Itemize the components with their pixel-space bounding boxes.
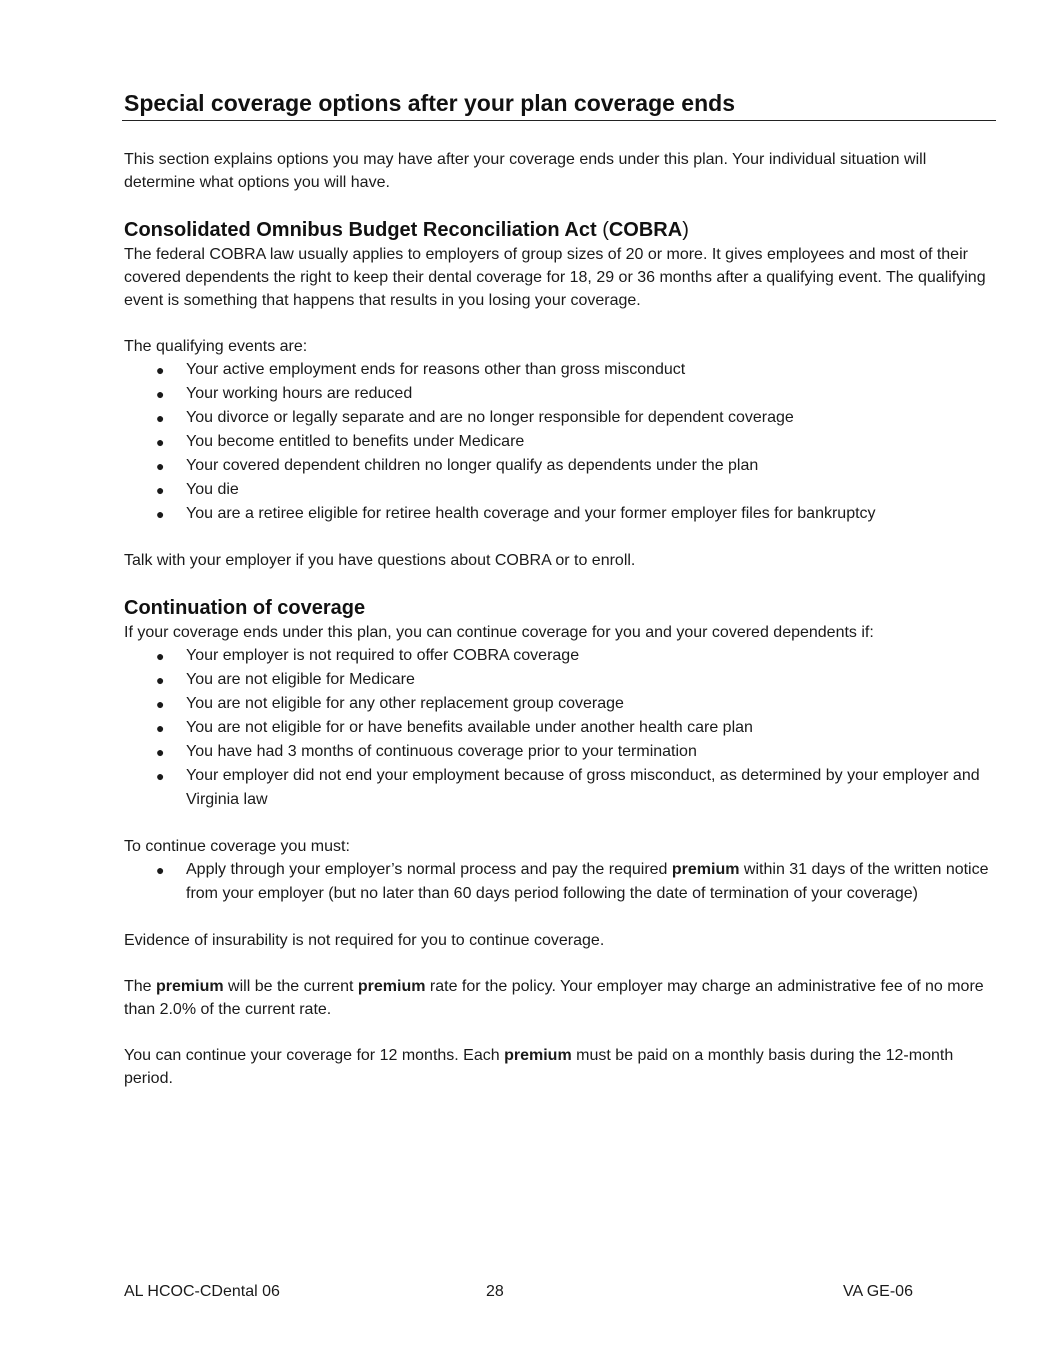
list-item [156, 668, 996, 692]
events-intro: The qualifying events are: [124, 338, 308, 355]
list-item [156, 740, 996, 764]
duration-text-2: must be paid on a monthly basis during the 12-month period. [124, 1047, 954, 1087]
bullet-icon: ● [156, 434, 165, 450]
bullet-icon: ● [156, 410, 165, 426]
bullet-icon: ● [156, 744, 165, 760]
bullet-icon: ● [156, 648, 165, 664]
premium-text-3: rate for the policy. Your employer may charge an administrative fee of no more than 2.0% of the current rate. [124, 978, 984, 1018]
cobra-heading-paren-open: ( [602, 219, 609, 241]
bullet-icon: ● [156, 458, 165, 474]
list-item-text: You become entitled to benefits under Medicare [186, 433, 525, 450]
bullet-icon: ● [156, 768, 165, 784]
list-item-text: You divorce or legally separate and are no longer responsible for dependent coverage [186, 409, 794, 426]
list-item [156, 406, 996, 430]
cobra-heading-abbrev: COBRA [608, 219, 683, 241]
qualifying-events-list [124, 358, 996, 526]
footer-page-number: 28 [486, 1283, 504, 1300]
cobra-closing: Talk with your employer if you have questions about COBRA or to enroll. [124, 552, 636, 569]
duration-paragraph [124, 1044, 996, 1090]
list-item-text: You are not eligible for any other replacement group coverage [186, 695, 624, 712]
list-item [156, 644, 996, 668]
continuation-conditions-list [124, 644, 996, 812]
list-item [156, 454, 996, 478]
list-item-text: You are not eligible for or have benefits available under another health care plan [186, 719, 753, 736]
list-item-text: Your covered dependent children no longer qualify as dependents under the plan [186, 457, 759, 474]
list-item [156, 358, 996, 382]
intro-paragraph: This section explains options you may have after your coverage ends under this plan. Your individual situation will determine what options you will have. [124, 151, 927, 191]
duration-text-1: You can continue your coverage for 12 months. Each [124, 1047, 505, 1064]
list-item [156, 382, 996, 406]
requirement-before: Apply through your employer’s normal process and pay the required [186, 861, 672, 878]
premium-text-1: The [124, 978, 157, 995]
premium-term: premium [357, 978, 426, 995]
premium-term: premium [671, 861, 740, 878]
list-item-text: You are not eligible for Medicare [186, 671, 415, 688]
list-item-text: Your working hours are reduced [186, 385, 413, 402]
list-item [156, 502, 996, 526]
must-intro: To continue coverage you must: [124, 838, 350, 855]
requirement-after: within 31 days of the written notice from your employer (but no later than 60 days period following the date of termination of your coverage) [186, 861, 989, 902]
bullet-icon: ● [156, 506, 165, 522]
cobra-heading-main: Consolidated Omnibus Budget Reconciliation Act [124, 219, 603, 241]
footer-form-code: AL HCOC-CDental 06 [124, 1283, 280, 1300]
bullet-icon: ● [156, 862, 165, 878]
cobra-heading [124, 217, 996, 243]
evidence-paragraph: Evidence of insurability is not required for you to continue coverage. [124, 932, 605, 949]
list-item [156, 430, 996, 454]
continuation-heading: Continuation of coverage [124, 597, 366, 619]
list-item-text: You have had 3 months of continuous coverage prior to your termination [186, 743, 697, 760]
list-item-text: You are a retiree eligible for retiree health coverage and your former employer files for bankruptcy [186, 505, 876, 522]
continuation-intro: If your coverage ends under this plan, you can continue coverage for you and your covered dependents if: [124, 624, 874, 641]
list-item [156, 716, 996, 740]
premium-term: premium [504, 1047, 572, 1064]
bullet-icon: ● [156, 386, 165, 402]
page-title: Special coverage options after your plan coverage ends [124, 90, 735, 116]
page-content [124, 88, 996, 1090]
bullet-icon: ● [156, 482, 165, 498]
list-item [156, 764, 996, 812]
list-item-text: You die [186, 481, 239, 498]
requirements-list [124, 858, 996, 906]
list-item-text: Your employer is not required to offer COBRA coverage [186, 647, 580, 664]
list-item-text: Your employer did not end your employment because of gross misconduct, as determined by your employer and Virginia law [186, 767, 980, 808]
premium-paragraph [124, 975, 996, 1021]
premium-text-2: will be the current [223, 978, 358, 995]
bullet-icon: ● [156, 672, 165, 688]
list-item [156, 858, 996, 906]
list-item [156, 478, 996, 502]
list-item [156, 692, 996, 716]
cobra-description: The federal COBRA law usually applies to employers of group sizes of 20 or more. It gives employees and most of their covered dependents the right to keep their dental coverage for 18, 29 or 36 months after a qualifying event. The qualifying event is something that happens that results in you losing your coverage. [124, 246, 986, 309]
bullet-icon: ● [156, 720, 165, 736]
bullet-icon: ● [156, 696, 165, 712]
cobra-heading-paren-close: ) [682, 219, 689, 241]
bullet-icon: ● [156, 362, 165, 378]
footer-state-code: VA GE-06 [843, 1283, 913, 1300]
list-item-text: Your active employment ends for reasons other than gross misconduct [186, 361, 686, 378]
premium-term: premium [156, 978, 224, 995]
